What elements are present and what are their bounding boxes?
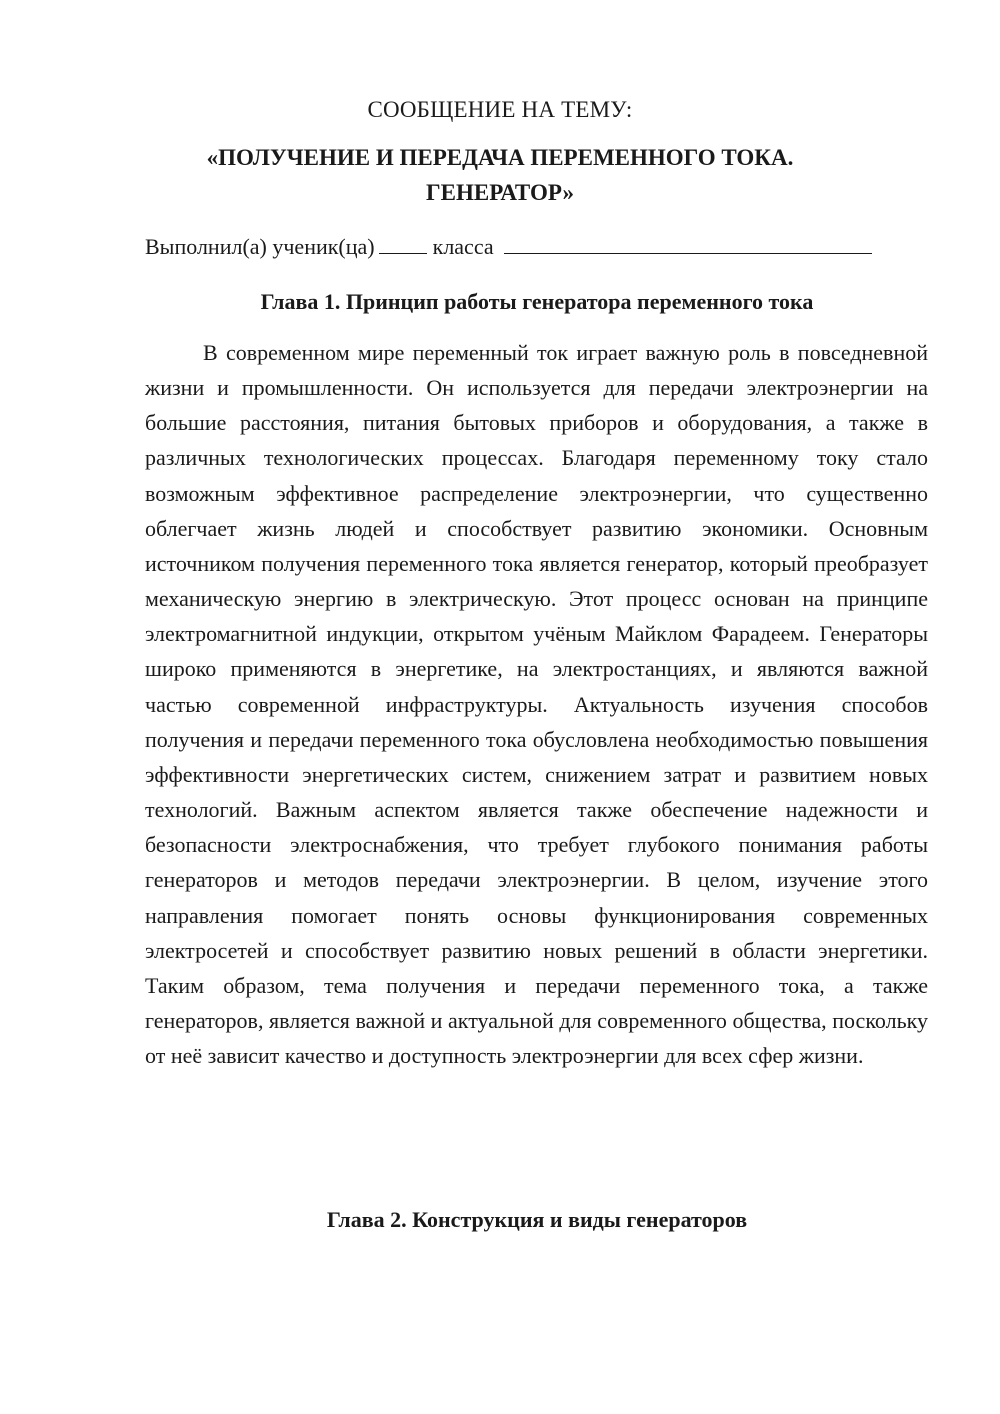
- document-title-prefix: СООБЩЕНИЕ НА ТЕМУ:: [367, 97, 633, 122]
- chapter2-heading: Глава 2. Конструкция и виды генераторов: [326, 1207, 748, 1232]
- grade-blank: [379, 231, 427, 254]
- document-title: «ПОЛУЧЕНИЕ И ПЕРЕДАЧА ПЕРЕМЕННОГО ТОКА. ГЕНЕРАТОР»: [206, 145, 794, 205]
- author-line: [145, 231, 872, 263]
- chapter1-paragraph: В современном мире переменный ток играет важную роль в повседневной жизни и промышленности. Он используется для передачи электроэнергии на большие расстояния, питания бытовых приборов и оборудования, а также в различных технологических процессах. Благодаря переменному току стало возможным эффективное распределение электроэнергии, что существенно облегчает жизнь людей и способствует развитию экономики. Основным источником получения переменного тока является генератор, который преобразует механическую энергию в электрическую. Этот процесс основан на принципе электромагнитной индукции, открытом учёным Майклом Фарадеем. Генераторы широко применяются в энергетике, на электростанциях, и являются важной частью современной инфраструктуры. Актуальность изучения способов получения и передачи переменного тока обусловлена необходимостью повышения эффективности энергетических систем, снижением затрат и развитием новых технологий. Важным аспектом является также обеспечение надежности и безопасности электроснабжения, что требует глубокого понимания работы генераторов и методов передачи электроэнергии. В целом, изучение этого направления помогает понять основы функционирования современных электросетей и способствует развитию новых решений в области энергетики. Таким образом, тема получения и передачи переменного тока, а также генераторов, является важной и актуальной для современного общества, поскольку от неё зависит качество и доступность электроэнергии для всех сфер жизни.: [145, 340, 928, 1069]
- chapter1-heading: Глава 1. Принцип работы генератора переменного тока: [260, 289, 814, 314]
- class-label: класса: [432, 234, 494, 259]
- author-label: Выполнил(а) ученик(ца): [145, 234, 375, 259]
- name-blank: [504, 231, 872, 254]
